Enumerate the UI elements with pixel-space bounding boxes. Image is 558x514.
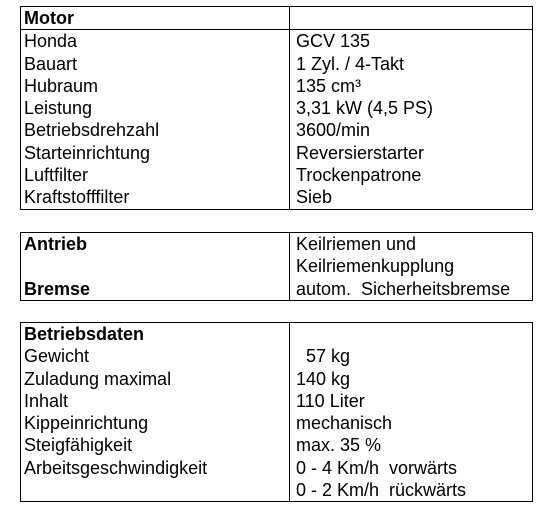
spec-label: Leistung <box>21 97 290 119</box>
table-row <box>21 164 533 186</box>
spec-label: Bauart <box>21 53 290 75</box>
table-row <box>21 30 533 53</box>
betriebsdaten-header-empty <box>290 323 533 346</box>
betriebsdaten-table <box>20 322 533 502</box>
motor-header-empty <box>290 7 533 30</box>
spec-value: 0 - 2 Km/h rückwärts <box>290 479 533 502</box>
spec-label: Kraftstofffilter <box>21 186 290 209</box>
spec-label: Arbeitsgeschwindigkeit <box>21 457 290 479</box>
motor-header-row <box>21 7 533 30</box>
spec-value: Trockenpatrone <box>290 164 533 186</box>
spec-label: Luftfilter <box>21 164 290 186</box>
table-row <box>21 368 533 390</box>
spec-value: max. 35 % <box>290 434 533 456</box>
table-row <box>21 434 533 456</box>
table-row <box>21 186 533 209</box>
spec-label: Gewicht <box>21 345 290 367</box>
betriebsdaten-title: Betriebsdaten <box>21 323 290 346</box>
table-row <box>21 390 533 412</box>
spec-value: 135 cm³ <box>290 75 533 97</box>
antrieb-value-line1: Keilriemen und <box>290 233 533 256</box>
table-row <box>21 75 533 97</box>
motor-table <box>20 6 533 210</box>
spec-value: 140 kg <box>290 368 533 390</box>
spec-value: 110 Liter <box>290 390 533 412</box>
spec-value: Reversierstarter <box>290 142 533 164</box>
antrieb-table <box>20 232 533 301</box>
spec-value: Sieb <box>290 186 533 209</box>
antrieb-spacer <box>21 255 290 277</box>
table-row <box>21 255 533 277</box>
spec-label <box>21 479 290 502</box>
table-row <box>21 479 533 502</box>
antrieb-label: Antrieb <box>21 233 290 256</box>
bremse-value: autom. Sicherheitsbremse <box>290 278 533 301</box>
spec-label: Hubraum <box>21 75 290 97</box>
table-row <box>21 345 533 367</box>
table-row <box>21 97 533 119</box>
spec-value: 1 Zyl. / 4-Takt <box>290 53 533 75</box>
spec-label: Inhalt <box>21 390 290 412</box>
spec-value: GCV 135 <box>290 30 533 53</box>
table-row <box>21 119 533 141</box>
table-row <box>21 233 533 256</box>
spec-value: 0 - 4 Km/h vorwärts <box>290 457 533 479</box>
spec-label: Honda <box>21 30 290 53</box>
table-row <box>21 53 533 75</box>
spec-label: Steigfähigkeit <box>21 434 290 456</box>
spec-value: mechanisch <box>290 412 533 434</box>
spec-value: 57 kg <box>290 345 533 367</box>
spec-label: Starteinrichtung <box>21 142 290 164</box>
table-row <box>21 412 533 434</box>
spec-label: Betriebsdrehzahl <box>21 119 290 141</box>
bremse-label: Bremse <box>21 278 290 301</box>
motor-title: Motor <box>21 7 290 30</box>
spec-label: Zuladung maximal <box>21 368 290 390</box>
table-row <box>21 457 533 479</box>
table-row <box>21 142 533 164</box>
spec-label: Kippeinrichtung <box>21 412 290 434</box>
spec-value: 3600/min <box>290 119 533 141</box>
spec-value: 3,31 kW (4,5 PS) <box>290 97 533 119</box>
table-row <box>21 278 533 301</box>
betriebsdaten-header-row <box>21 323 533 346</box>
antrieb-value-line2: Keilriemenkupplung <box>290 255 533 277</box>
